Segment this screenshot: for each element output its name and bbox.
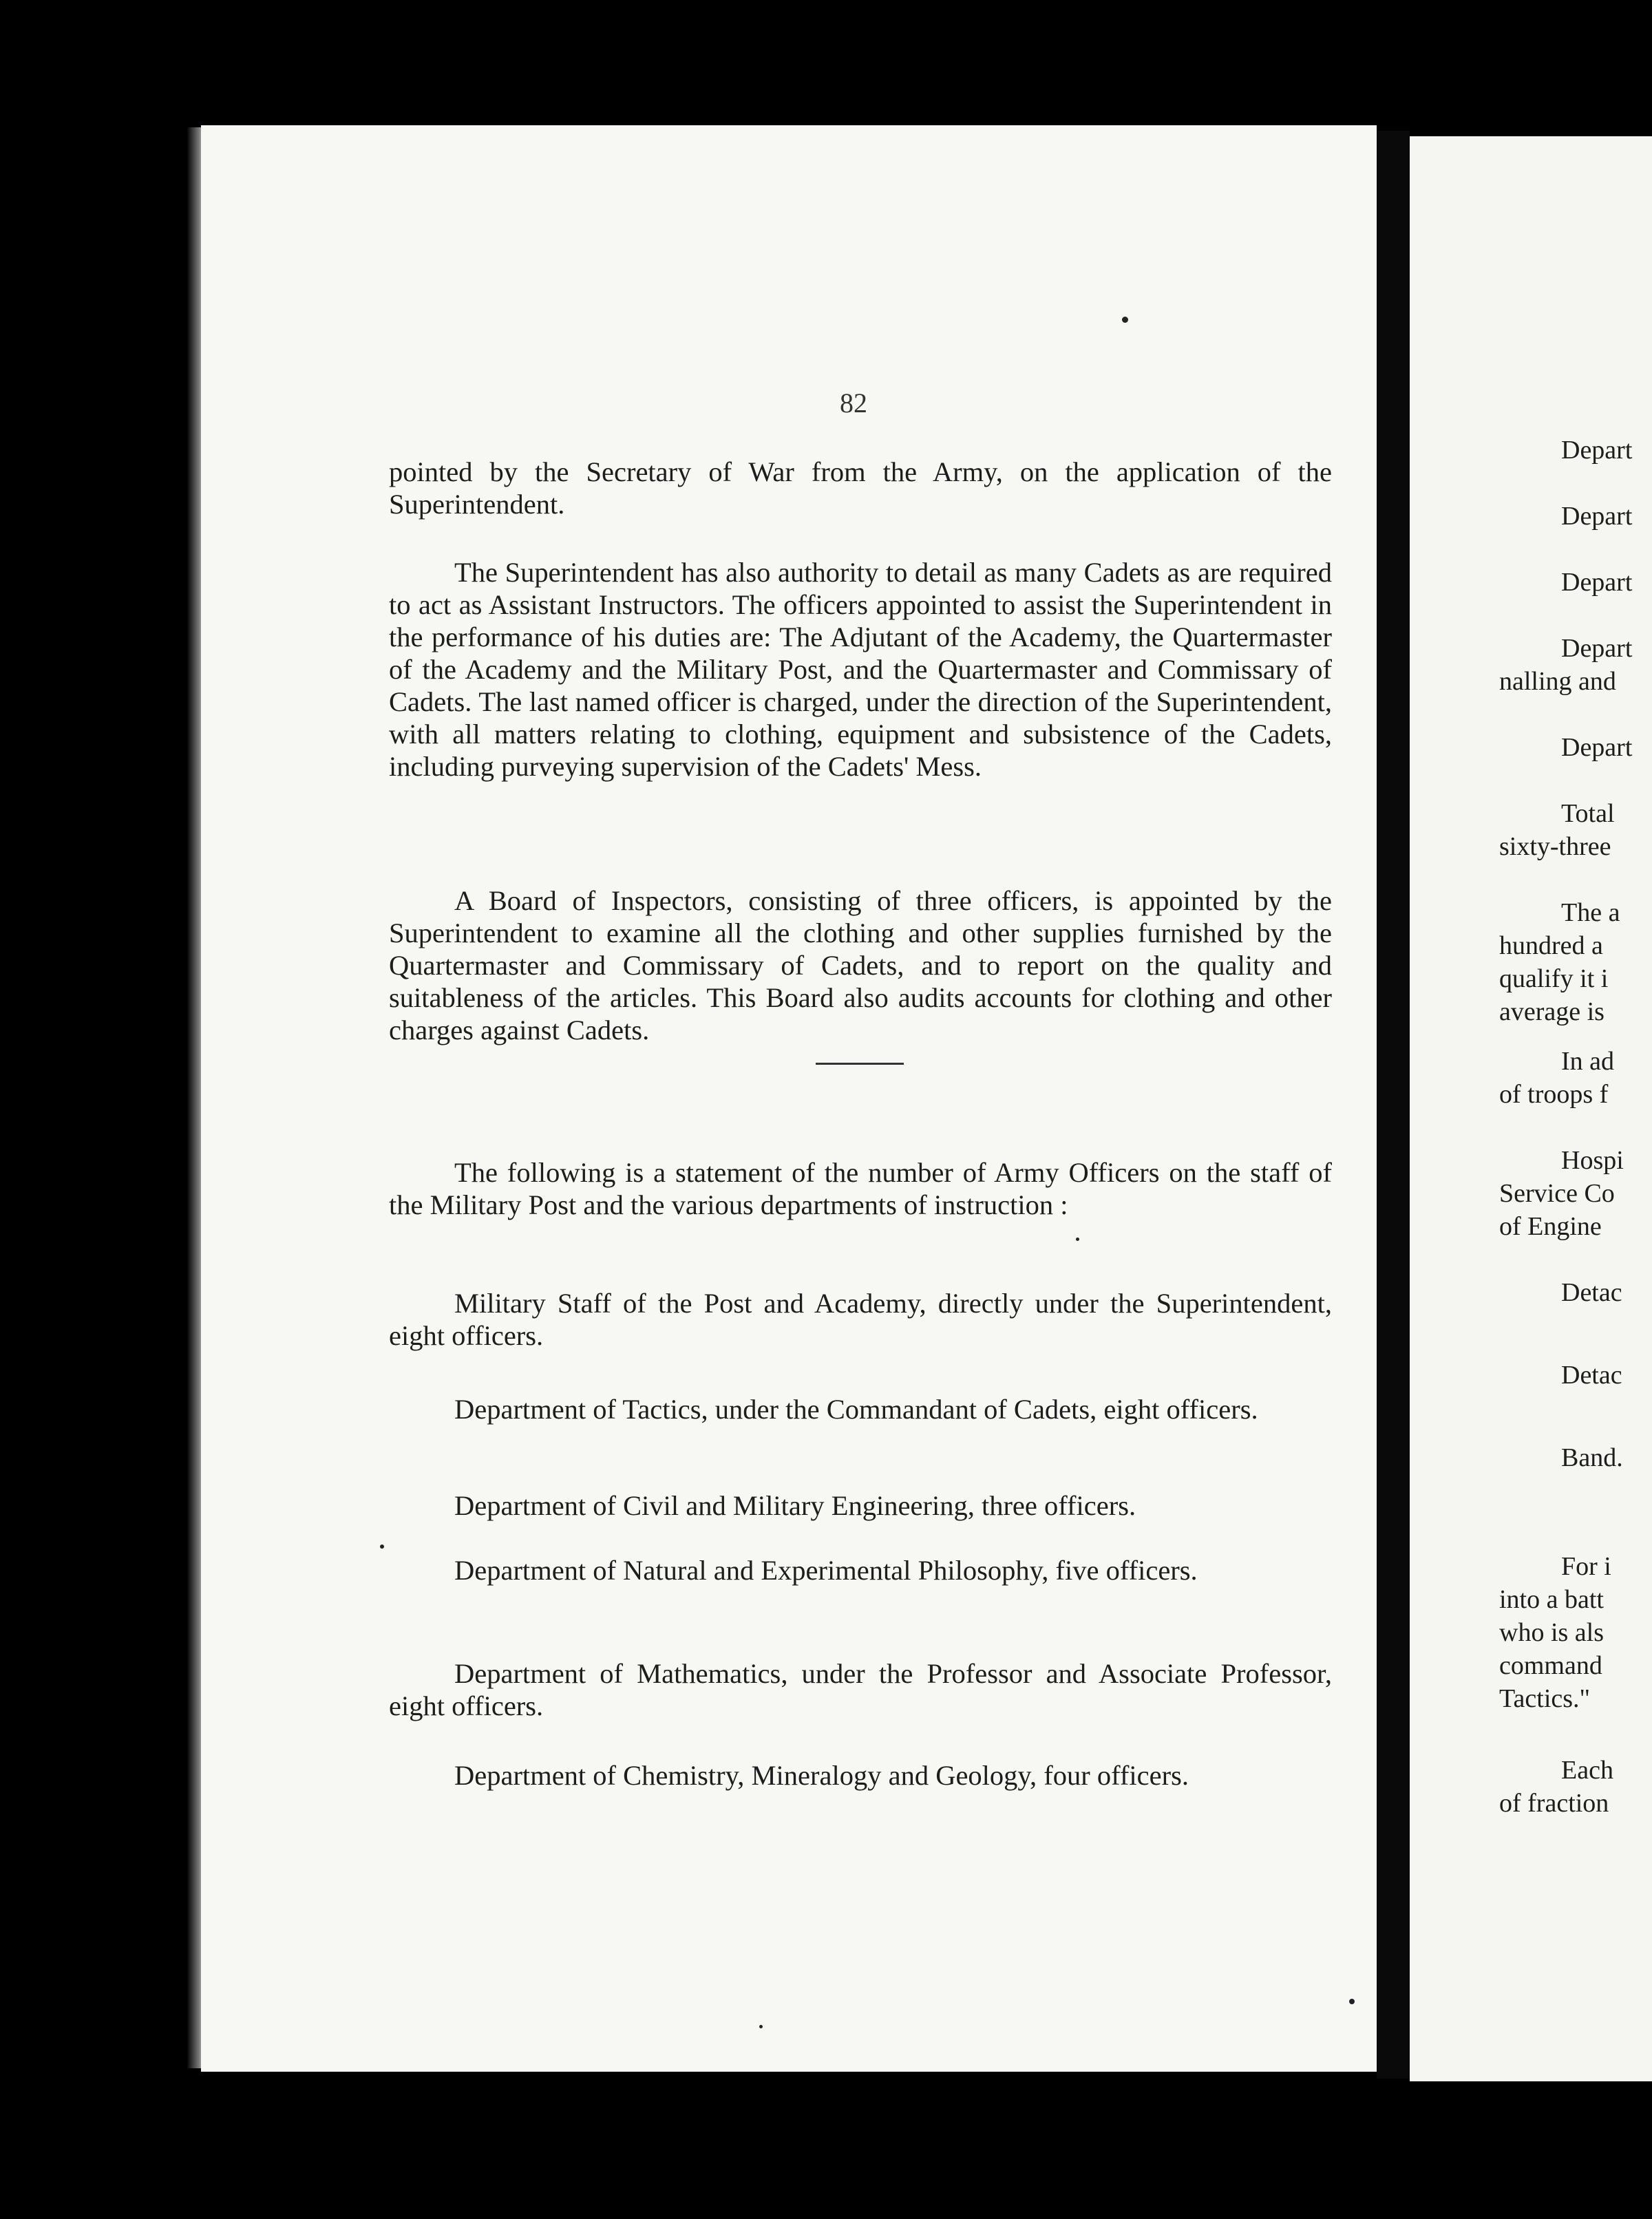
paper-speck — [1076, 1238, 1079, 1241]
right-fragment: Tactics." — [1499, 1684, 1591, 1713]
right-fragment: of Engine — [1499, 1212, 1602, 1241]
book-gutter — [1377, 131, 1410, 2079]
right-fragment: Each — [1561, 1756, 1613, 1785]
item-department-mathematics: Department of Mathematics, under the Professor and Associate Professor, eight officers. — [389, 1658, 1332, 1721]
right-fragment: Depart — [1561, 733, 1633, 762]
paragraph-board-of-inspectors: A Board of Inspectors, consisting of three officers, is appointed by the Superintendent to examine all the clothing and other supplies furnished by the Quartermaster and Commissary of Cadets, and to report on the quality and suitableness of the articles. This Board also audits accounts for clothing and other charges against Cadets. — [389, 885, 1332, 1045]
right-fragment: sixty-three — [1499, 832, 1611, 861]
item-department-chemistry: Department of Chemistry, Mineralogy and Geology, four officers. — [454, 1760, 1189, 1791]
paper-speck — [380, 1544, 384, 1549]
item-military-staff: Military Staff of the Post and Academy, directly under the Superintendent, eight officers. — [389, 1288, 1332, 1351]
item-department-tactics: Department of Tactics, under the Commandant of Cadets, eight officers. — [454, 1394, 1258, 1425]
paragraph-continuation: pointed by the Secretary of War from the Army, on the application of the Superintendent. — [389, 456, 1332, 520]
right-fragment: Depart — [1561, 436, 1633, 465]
right-fragment: Depart — [1561, 634, 1633, 663]
right-fragment: into a batt — [1499, 1585, 1604, 1614]
right-fragment: who is als — [1499, 1618, 1604, 1647]
right-fragment: of fraction — [1499, 1789, 1609, 1818]
right-fragment: Detac — [1561, 1361, 1622, 1390]
paper-speck — [759, 2025, 763, 2028]
paper-speck — [1349, 1999, 1355, 2004]
right-fragment: qualify it i — [1499, 964, 1609, 993]
right-fragment: Total — [1561, 799, 1615, 828]
paper-speck — [1122, 317, 1128, 323]
item-department-engineering: Department of Civil and Military Engineering, three officers. — [454, 1490, 1136, 1521]
right-fragment: command — [1499, 1651, 1602, 1680]
right-fragment: For i — [1561, 1552, 1611, 1581]
right-fragment: average is — [1499, 997, 1605, 1026]
right-fragment: Depart — [1561, 568, 1633, 597]
right-fragment: Detac — [1561, 1278, 1622, 1307]
paragraph-statement-intro: The following is a statement of the number of Army Officers on the staff of the Military Post and the various departments of instruction : — [389, 1157, 1332, 1220]
page-number: 82 — [840, 387, 867, 418]
right-fragment: hundred a — [1499, 931, 1603, 960]
right-fragment: Hospi — [1561, 1146, 1624, 1175]
right-fragment: The a — [1561, 898, 1620, 927]
right-fragment: nalling and — [1499, 667, 1616, 696]
right-fragment: Band. — [1561, 1443, 1623, 1472]
right-fragment: Service Co — [1499, 1179, 1615, 1208]
right-fragment: Depart — [1561, 502, 1633, 531]
section-divider — [816, 1063, 904, 1065]
right-fragment: In ad — [1561, 1047, 1615, 1076]
paragraph-assistant-instructors: The Superintendent has also authority to detail as many Cadets as are required to act as Assistant Instructors. The officers appointed to assist the Superintendent in the performance of his duties are: The Adjutant of the Academy, the Quartermaster of the Academy and the Military Post, and the Quartermaster and Commissary of Cadets. The last named officer is charged, under the direction of the Superintendent, with all matters relating to clothing, equipment and subsistence of the Cadets, including purveying supervision of the Cadets' Mess. — [389, 557, 1332, 782]
item-department-philosophy: Department of Natural and Experimental Philosophy, five officers. — [454, 1555, 1198, 1586]
right-fragment: of troops f — [1499, 1080, 1609, 1109]
